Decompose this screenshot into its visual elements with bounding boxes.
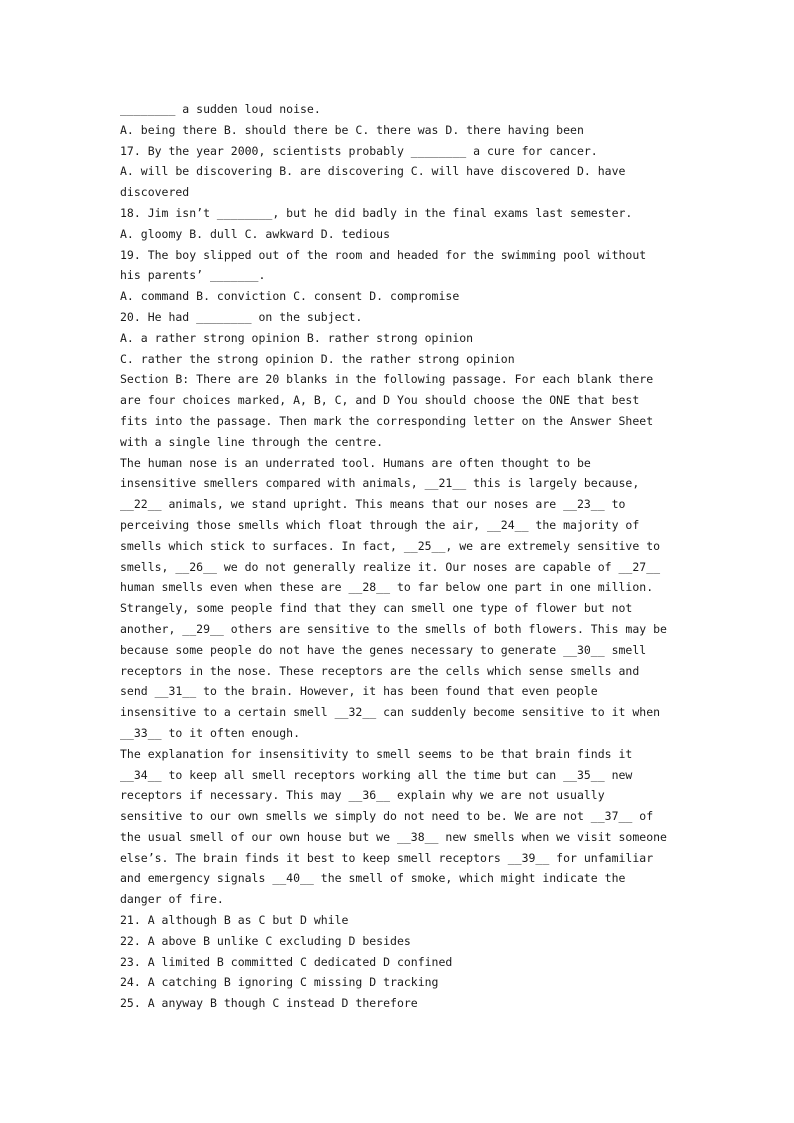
text-line: insensitive smellers compared with animals, __21__ this is largely because, — [120, 476, 640, 491]
text-line: Strangely, some people find that they can smell one type of flower but not — [120, 601, 633, 616]
text-line: human smells even when these are __28__ to far below one part in one million. — [120, 580, 654, 595]
text-line: 21. A although B as C but D while — [120, 913, 349, 928]
text-line: perceiving those smells which float through the air, __24__ the majority of — [120, 517, 640, 532]
text-line: and emergency signals __40__ the smell of smoke, which might indicate the — [120, 871, 626, 886]
text-line: A. gloomy B. dull C. awkward D. tedious — [120, 226, 391, 241]
text-line: the usual smell of our own house but we __38__ new smells when we visit someone — [120, 829, 667, 844]
text-line: sensitive to our own smells we simply do not need to be. We are not __37__ of — [120, 809, 654, 824]
text-line: smells which stick to surfaces. In fact, __25__, we are extremely sensitive to — [120, 538, 661, 553]
text-line: receptors if necessary. This may __36__ explain why we are not usually — [120, 788, 605, 803]
text-line: insensitive to a certain smell __32__ can suddenly become sensitive to it when — [120, 705, 661, 720]
text-line: discovered — [120, 185, 190, 200]
text-line: 18. Jim isn’t ________, but he did badly in the final exams last semester. — [120, 205, 633, 220]
text-line: because some people do not have the genes necessary to generate __30__ smell — [120, 642, 647, 657]
text-line: __33__ to it often enough. — [120, 725, 301, 740]
text-line: with a single line through the centre. — [120, 434, 384, 449]
text-line: receptors in the nose. These receptors are the cells which sense smells and — [120, 663, 640, 678]
text-line: another, __29__ others are sensitive to the smells of both flowers. This may be — [120, 621, 667, 636]
text-line: 24. A catching B ignoring C missing D tracking — [120, 975, 439, 990]
text-line: else’s. The brain finds it best to keep smell receptors __39__ for unfamiliar — [120, 850, 654, 865]
text-line: send __31__ to the brain. However, it has been found that even people — [120, 684, 598, 699]
text-line: Section B: There are 20 blanks in the following passage. For each blank there — [120, 372, 654, 387]
text-line: The explanation for insensitivity to smell seems to be that brain finds it — [120, 746, 633, 761]
text-line: 22. A above B unlike C excluding D besides — [120, 933, 411, 948]
text-line: A. command B. conviction C. consent D. compromise — [120, 289, 460, 304]
text-line: are four choices marked, A, B, C, and D You should choose the ONE that best — [120, 393, 640, 408]
text-line: __22__ animals, we stand upright. This means that our noses are __23__ to — [120, 497, 626, 512]
text-line: The human nose is an underrated tool. Humans are often thought to be — [120, 455, 591, 470]
text-line: fits into the passage. Then mark the corresponding letter on the Answer Sheet — [120, 413, 654, 428]
text-line: his parents’ _______. — [120, 268, 266, 283]
text-line: A. will be discovering B. are discovering C. will have discovered D. have — [120, 164, 626, 179]
text-line: 20. He had ________ on the subject. — [120, 309, 363, 324]
text-line: 25. A anyway B though C instead D therefore — [120, 996, 418, 1011]
text-line: 19. The boy slipped out of the room and headed for the swimming pool without — [120, 247, 647, 262]
text-line: A. a rather strong opinion B. rather strong opinion — [120, 330, 474, 345]
text-line: A. being there B. should there be C. there was D. there having been — [120, 122, 584, 137]
document-body — [120, 99, 680, 1014]
text-line: danger of fire. — [120, 892, 224, 907]
text-line: 23. A limited B committed C dedicated D confined — [120, 954, 453, 969]
text-line: ________ a sudden loud noise. — [120, 102, 321, 116]
text-line: __34__ to keep all smell receptors working all the time but can __35__ new — [120, 767, 633, 782]
text-line: smells, __26__ we do not generally realize it. Our noses are capable of __27__ — [120, 559, 661, 574]
text-line: C. rather the strong opinion D. the rather strong opinion — [120, 351, 515, 366]
text-line: 17. By the year 2000, scientists probably ________ a cure for cancer. — [120, 143, 598, 158]
